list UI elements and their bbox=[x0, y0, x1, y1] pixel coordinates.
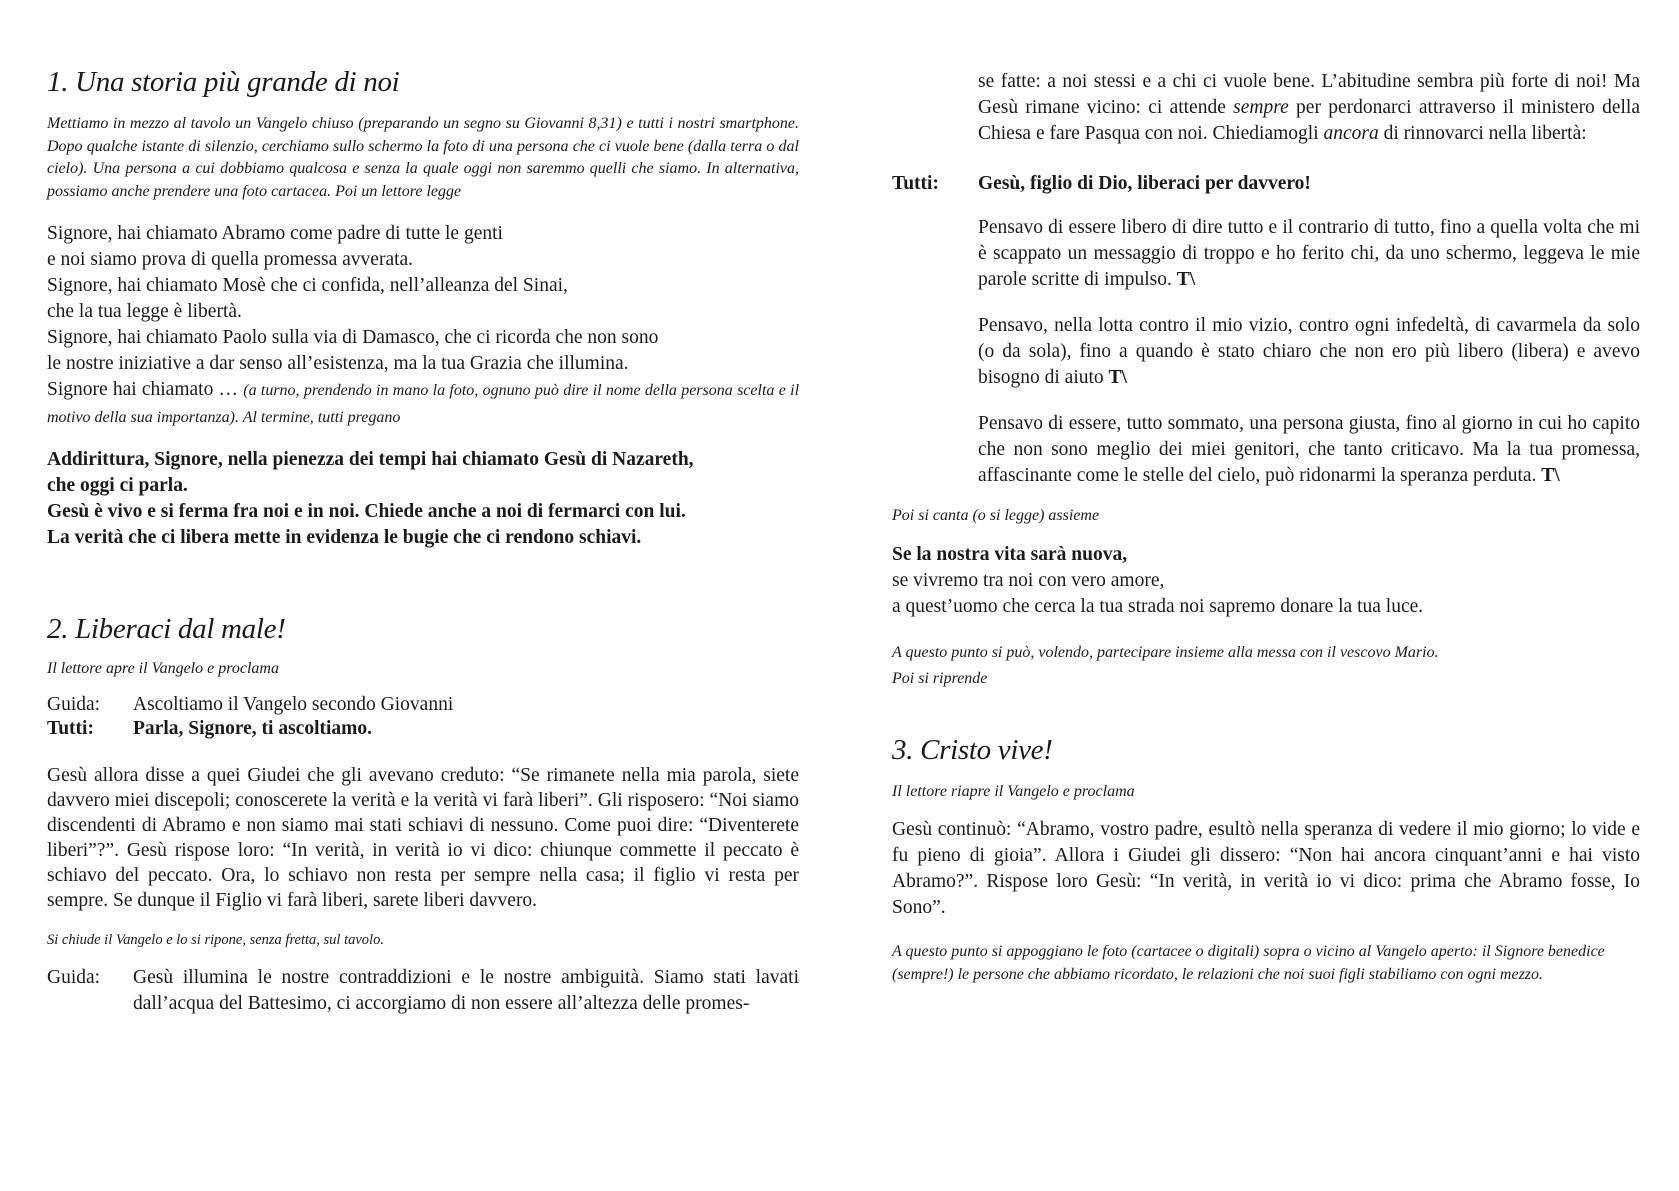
prayer-line: Gesù è vivo e si ferma fra noi e in noi. Chiede anche a noi di fermarci con lui. bbox=[47, 501, 686, 522]
section-2-heading: 2. Liberaci dal male! bbox=[47, 613, 286, 645]
left-page bbox=[47, 0, 799, 1017]
section-3-heading: 3. Cristo vive! bbox=[892, 733, 1053, 766]
emphasis-sempre: sempre bbox=[1233, 97, 1289, 118]
refrain-mark: T\ bbox=[1176, 269, 1196, 290]
litany bbox=[47, 221, 799, 431]
stanza-text: Pensavo di essere libero di dire tutto e il contrario di tutto, fino a quella volta che mi è scappato un messaggio di troppo e ho ferito chi, da uno schermo, leggeva le mie parole scritte di impulso. bbox=[978, 217, 1640, 290]
prayer-line: La verità che ci libera mette in evidenza le bugie che ci rendono schiavi. bbox=[47, 527, 642, 548]
litany-line: le nostre iniziative a dar senso all’esistenza, ma la tua Grazia che illumina. bbox=[47, 353, 629, 374]
prayer-line: che oggi ci parla. bbox=[47, 475, 188, 496]
song-line: se vivremo tra noi con vero amore, bbox=[892, 569, 1165, 591]
stanza-text: Pensavo di essere, tutto sommato, una persona giusta, fino al giorno in cui ho capito che non sono meglio dei miei genitori, che tanto criticavo. Ma la tua promessa, affascinante come le stelle del cielo, può ridonarmi la speranza perduta. bbox=[978, 413, 1640, 486]
section-3 bbox=[892, 734, 1640, 987]
section-2-rubric: Il lettore apre il Vangelo e proclama bbox=[47, 660, 279, 677]
continuation-text-a: se fatte: a noi stessi e a chi ci vuole bene. L’abitudine sembra più forte di noi! Ma Gesù rimane vicino: ci attende bbox=[978, 71, 1640, 118]
tutti-role: Tutti: bbox=[892, 173, 939, 194]
stanza bbox=[978, 215, 1640, 293]
song-line: Se la nostra vita sarà nuova, bbox=[892, 543, 1128, 565]
guida-text: Gesù illumina le nostre contraddizioni e le nostre ambiguità. Siamo stati lavati dall’acqua del Battesimo, ci accorgiamo di non essere all’altezza delle promes- bbox=[133, 967, 799, 1014]
guida-reflection bbox=[47, 965, 799, 1017]
section-1-intro-rubric: Mettiamo in mezzo al tavolo un Vangelo chiuso (preparando un segno su Giovanni 8,31) e tutti i nostri smartphone. Dopo qualche istante di silenzio, cerchiamo sullo schermo la foto di una persona che ci vuole bene (dalla terra o dal cielo). Una persona a cui dobbiamo qualcosa e senza la quale oggi non saremmo quelli che siamo. In alternativa, possiamo anche prendere una foto cartacea. Poi un lettore legge bbox=[47, 115, 799, 200]
refrain-mark: T\ bbox=[1541, 465, 1560, 486]
litany-line: Signore, hai chiamato Abramo come padre di tutte le genti bbox=[47, 223, 503, 244]
section-3-rubric: Il lettore riapre il Vangelo e proclama bbox=[892, 782, 1135, 800]
guida-role: Guida: bbox=[47, 967, 101, 988]
stanza-text: Pensavo, nella lotta contro il mio vizio, contro ogni infedeltà, di cavarmela da solo (o da sola), fino a quando è stato chiaro che non ero più libero (libera) e avevo bisogno di aiuto bbox=[978, 315, 1640, 388]
dialog bbox=[47, 693, 799, 741]
guida-continuation bbox=[978, 0, 1640, 147]
litany-line: Signore, hai chiamato Paolo sulla via di Damasco, che ci ricorda che non sono bbox=[47, 327, 659, 348]
refrain-mark: T\ bbox=[1108, 367, 1127, 388]
gospel-reading: Gesù allora disse a quei Giudei che gli avevano creduto: “Se rimanete nella mia parola, siete davvero miei discepoli; conoscerete la verità e la verità vi farà liberi”. Gli risposero: “Noi siamo discendenti di Abramo e non siamo mai stati schiavi di nessuno. Come puoi dire: “Diventerete liberi”?”. Gesù rispose loro: “In verità, in verità io vi dico: chiunque commette il peccato è schiavo del peccato. Ora, lo schiavo non resta per sempre nella casa; il figlio vi resta per sempre. Se dunque il Figlio vi farà liberi, sarete liberi davvero. bbox=[47, 764, 799, 911]
stanza bbox=[978, 313, 1640, 391]
song bbox=[892, 542, 1640, 620]
section-1-heading: 1. Una storia più grande di noi bbox=[47, 66, 400, 98]
continuation-text-b: per perdonarci attraverso il ministero della Chiesa e fare Pasqua con noi. Chiediamogli bbox=[978, 97, 1640, 144]
litany-line: che la tua legge è libertà. bbox=[47, 301, 242, 322]
dialog-text: Ascoltiamo il Vangelo secondo Giovanni bbox=[133, 693, 454, 715]
litany-rubric: (a turno, prendendo in mano la foto, ognuno può dire il nome della persona scelta e il motivo della sua importanza). Al termine, tutti pregano bbox=[47, 382, 800, 426]
section-2 bbox=[47, 613, 799, 1017]
song-rubric: Poi si canta (o si legge) assieme bbox=[892, 507, 1100, 524]
litany-last-text: Signore hai chiamato … bbox=[47, 379, 239, 400]
litany-line: Signore, hai chiamato Mosè che ci confida, nell’alleanza del Sinai, bbox=[47, 275, 568, 296]
song-line: a quest’uomo che cerca la tua strada noi sapremo donare la tua luce. bbox=[892, 595, 1424, 617]
litany-last bbox=[47, 377, 799, 431]
stanzas bbox=[978, 215, 1640, 489]
dialog-role: Guida: bbox=[47, 693, 101, 715]
section-3-gospel: Gesù continuò: “Abramo, vostro padre, esultò nella speranza di vedere il mio giorno; lo vide e fu pieno di gioia”. Allora i Giudei gli dissero: “Non hai ancora cinquant’anni e hai visto Abramo?”. Rispose loro Gesù: “In verità, in verità io vi dico: prima che Abramo fosse, Io Sono”. bbox=[892, 819, 1640, 918]
continuation-text-c: di rinnovarci nella libertà: bbox=[1383, 123, 1587, 144]
section-1 bbox=[47, 0, 799, 551]
emphasis-ancora: ancora bbox=[1323, 123, 1379, 144]
mass-rubric-line: A questo punto si può, volendo, partecipare insieme alla messa con il vescovo Mario. bbox=[892, 643, 1439, 661]
stanza bbox=[978, 411, 1640, 489]
mass-rubric bbox=[892, 640, 1640, 692]
prayer-all bbox=[47, 447, 799, 551]
prayer-line: Addirittura, Signore, nella pienezza dei tempi hai chiamato Gesù di Nazareth, bbox=[47, 449, 694, 470]
litany-line: e noi siamo prova di quella promessa avverata. bbox=[47, 249, 414, 270]
dialog-text: Parla, Signore, ti ascoltiamo. bbox=[133, 717, 373, 739]
tutti-response bbox=[892, 171, 1640, 197]
dialog-row-guida bbox=[47, 693, 799, 717]
dialog-role: Tutti: bbox=[47, 717, 94, 739]
mass-rubric-line: Poi si riprende bbox=[892, 669, 988, 687]
close-rubric: Si chiude il Vangelo e lo si ripone, senza fretta, sul tavolo. bbox=[47, 931, 384, 948]
dialog-row-tutti bbox=[47, 717, 799, 741]
final-rubric: A questo punto si appoggiano le foto (cartacee o digitali) sopra o vicino al Vangelo aperto: il Signore benedice (sempre!) le persone che abbiamo ricordato, le relazioni che noi suoi figli stabiliamo con ogni mezzo. bbox=[892, 943, 1605, 983]
right-page bbox=[892, 0, 1640, 986]
tutti-text: Gesù, figlio di Dio, liberaci per davvero! bbox=[978, 173, 1311, 194]
